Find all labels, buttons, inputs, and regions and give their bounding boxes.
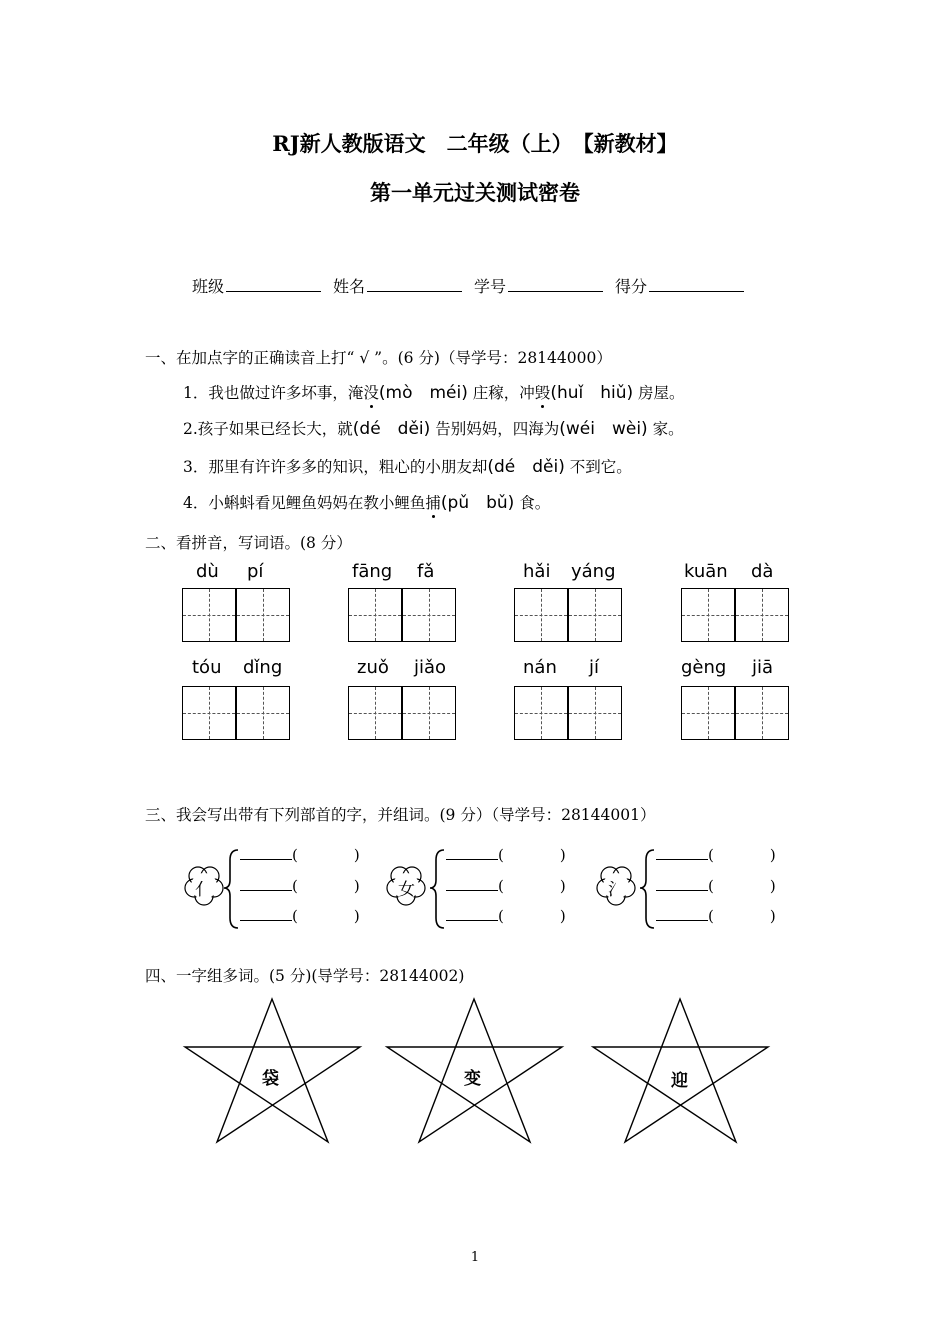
answer-line[interactable]: ( ) <box>240 876 360 895</box>
brace <box>430 850 444 928</box>
pinyin-label: fǎ <box>417 561 435 582</box>
writing-grid[interactable] <box>681 588 735 642</box>
radical-char: 氵 <box>608 880 625 900</box>
section4-heading: 四、一字组多词。(5 分)(导学号：28144002) <box>145 967 465 985</box>
page-number: 1 <box>470 1250 480 1265</box>
writing-grid[interactable] <box>236 588 290 642</box>
writing-grid[interactable] <box>236 686 290 740</box>
answer-line[interactable]: ( ) <box>446 876 566 895</box>
writing-grid[interactable] <box>568 686 622 740</box>
pinyin-label: hǎi <box>523 561 551 582</box>
answer-line[interactable]: ( ) <box>446 906 566 925</box>
question-1-3: 3．那里有许许多多的知识，粗心的小朋友却(dé děi) 不到它。 <box>183 457 632 477</box>
pinyin-options[interactable]: (huǐ hiǔ) <box>550 383 634 403</box>
writing-grid[interactable] <box>514 588 568 642</box>
question-1-2: 2.孩子如果已经长大，就(dé děi) 告别妈妈，四海为(wéi wèi) 家。 <box>183 419 684 439</box>
student-number-field[interactable]: 学号 <box>474 274 603 297</box>
writing-grid[interactable] <box>348 588 402 642</box>
section1-heading: 一、在加点字的正确读音上打“ √ ”。(6 分)（导学号：28144000） <box>145 349 612 367</box>
section2-heading: 二、看拼音，写词语。(8 分） <box>145 534 352 552</box>
student-info-row <box>192 274 756 297</box>
section3-heading: 三、我会写出带有下列部首的字，并组词。(9 分）（导学号：28144001） <box>145 806 656 824</box>
class-field[interactable]: 班级 <box>192 274 321 297</box>
dotted-char: 没 <box>363 384 379 402</box>
pinyin-options[interactable]: (dé děi) <box>352 419 431 439</box>
score-field[interactable]: 得分 <box>615 274 744 297</box>
pinyin-label: dǐng <box>243 657 283 678</box>
pinyin-label: jiā <box>752 657 774 678</box>
writing-grid[interactable] <box>735 686 789 740</box>
brace <box>640 850 654 928</box>
radical-char: 女 <box>398 880 415 900</box>
answer-line[interactable]: ( ) <box>656 906 776 925</box>
pinyin-options[interactable]: (mò méi) <box>378 383 468 403</box>
pinyin-label: fāng <box>352 561 393 582</box>
pinyin-label: kuān <box>684 561 728 582</box>
pinyin-label: yáng <box>571 561 616 582</box>
radical-char: 亻 <box>195 880 212 900</box>
writing-grid[interactable] <box>402 686 456 740</box>
writing-grid[interactable] <box>402 588 456 642</box>
brace <box>224 850 238 928</box>
page-title: RJ新人教版语文 二年级（上） 【新教材】 <box>272 131 678 156</box>
writing-grid[interactable] <box>182 588 236 642</box>
answer-line[interactable]: ( ) <box>240 845 360 864</box>
question-1-1: 1．我也做过许多坏事，淹没(mò méi) 庄稼，冲毁(huǐ hiǔ) 房屋。 <box>183 383 685 403</box>
pinyin-label: tóu <box>192 657 222 678</box>
name-field[interactable]: 姓名 <box>333 274 462 297</box>
writing-grid[interactable] <box>348 686 402 740</box>
dotted-char: 捕 <box>425 494 441 512</box>
star-center-char: 袋 <box>262 1069 279 1089</box>
writing-grid[interactable] <box>735 588 789 642</box>
pinyin-label: pí <box>247 561 264 582</box>
pinyin-label: dù <box>196 561 219 582</box>
pinyin-label: gèng <box>681 657 727 678</box>
page-subtitle: 第一单元过关测试密卷 <box>370 180 580 205</box>
answer-line[interactable]: ( ) <box>240 906 360 925</box>
writing-grid[interactable] <box>568 588 622 642</box>
star-center-char: 迎 <box>671 1071 688 1091</box>
dotted-char: 毁 <box>534 384 551 402</box>
star-center-char: 变 <box>464 1069 481 1089</box>
pinyin-label: jiǎo <box>414 657 447 678</box>
writing-grid[interactable] <box>182 686 236 740</box>
pinyin-options[interactable]: (dé děi) <box>487 457 565 477</box>
pinyin-options[interactable]: (wéi wèi) <box>559 419 648 439</box>
answer-line[interactable]: ( ) <box>656 845 776 864</box>
pinyin-label: jí <box>589 657 600 678</box>
answer-line[interactable]: ( ) <box>446 845 566 864</box>
pinyin-label: nán <box>523 657 557 678</box>
pinyin-options[interactable]: (pǔ bǔ) <box>440 493 515 513</box>
pinyin-label: dà <box>751 561 774 582</box>
pinyin-label: zuǒ <box>357 657 389 678</box>
question-1-4: 4．小蝌蚪看见鲤鱼妈妈在教小鲤鱼捕(pǔ bǔ) 食。 <box>183 493 551 513</box>
writing-grid[interactable] <box>514 686 568 740</box>
answer-line[interactable]: ( ) <box>656 876 776 895</box>
writing-grid[interactable] <box>681 686 735 740</box>
